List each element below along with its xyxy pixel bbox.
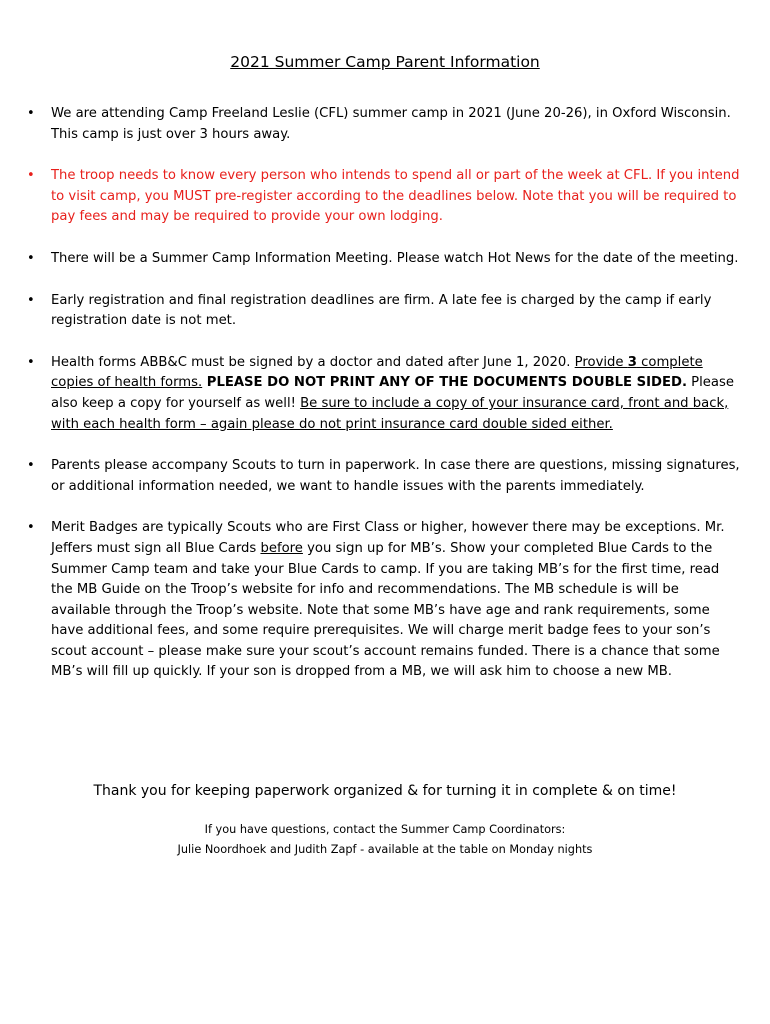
bullet-parents-accompany <box>24 456 740 497</box>
provide-copies-text: Provide <box>574 354 628 370</box>
bullet-merit-badges <box>24 518 740 683</box>
bullet-text: Parents please accompany Scouts to turn in paperwork. In case there are questions, missing signatures, or additional information needed, we want to handle issues with the parents immediately. <box>51 458 740 494</box>
copies-text: complete copies of health forms. <box>51 354 703 391</box>
contact-line-2: Julie Noordhoek and Judith Zapf - available at the table on Monday nights <box>177 843 593 856</box>
thank-you-note: Thank you for keeping paperwork organized & for turning it in complete & on time! <box>93 783 677 799</box>
copies-count: 3 <box>627 354 637 370</box>
contact-line-1: If you have questions, contact the Summer Camp Coordinators: <box>204 823 566 836</box>
bullet-health-forms <box>24 353 740 435</box>
bullet-visitor-registration <box>24 166 740 228</box>
bullet-registration-deadlines <box>24 291 740 332</box>
no-double-sided-warning: PLEASE DO NOT PRINT ANY OF THE DOCUMENTS DOUBLE SIDED. <box>202 375 687 391</box>
page-title: 2021 Summer Camp Parent Information <box>230 53 540 71</box>
merit-badges-text-cont: you sign up for MB’s. Show your completed Blue Cards to the Summer Camp team and take your Blue Cards to camp. If you are taking MB’s for the first time, read the MB Guide on the Troop’s website for info and recommendations. The MB schedule is will be available through the Troop’s website. Note that some MB’s have age and rank requirements, some have additional fees, and some require prerequisites. We will charge merit badge fees to your son’s scout account – please make sure your scout’s account remains funded. There is a chance that some MB’s will fill up quickly. If your son is dropped from a MB, we will ask him to choose a new MB. <box>51 540 720 680</box>
health-forms-text: Health forms ABB&C must be signed by a doctor and dated after June 1, 2020. <box>51 354 575 370</box>
bullet-camp-dates <box>24 104 740 145</box>
bullet-info-meeting <box>24 249 740 270</box>
keep-copy-text: Please also keep a copy for yourself as well! <box>51 375 734 411</box>
before-emphasis: before <box>260 540 303 556</box>
contact-info <box>0 820 770 860</box>
bullet-text: The troop needs to know every person who intends to spend all or part of the week at CFL. If you intend to visit camp, you MUST pre-register according to the deadlines below. Note that you will be required to pay fees and may be required to provide your own lodging. <box>51 168 740 225</box>
merit-badges-text: Merit Badges are typically Scouts who are First Class or higher, however there may be exceptions. Mr. Jeffers must sign all Blue Cards <box>51 520 725 556</box>
insurance-card-note: Be sure to include a copy of your insurance card, front and back, with each health form – again please do not print insurance card double sided either. <box>51 395 729 432</box>
bullet-text: We are attending Camp Freeland Leslie (CFL) summer camp in 2021 (June 20-26), in Oxford Wisconsin. This camp is just over 3 hours away. <box>51 106 731 142</box>
bullet-text: Early registration and final registration deadlines are firm. A late fee is charged by the camp if early registration date is not met. <box>51 292 712 329</box>
bullet-text: There will be a Summer Camp Information Meeting. Please watch Hot News for the date of the meeting. <box>51 250 739 266</box>
info-bullet-list <box>24 104 740 704</box>
